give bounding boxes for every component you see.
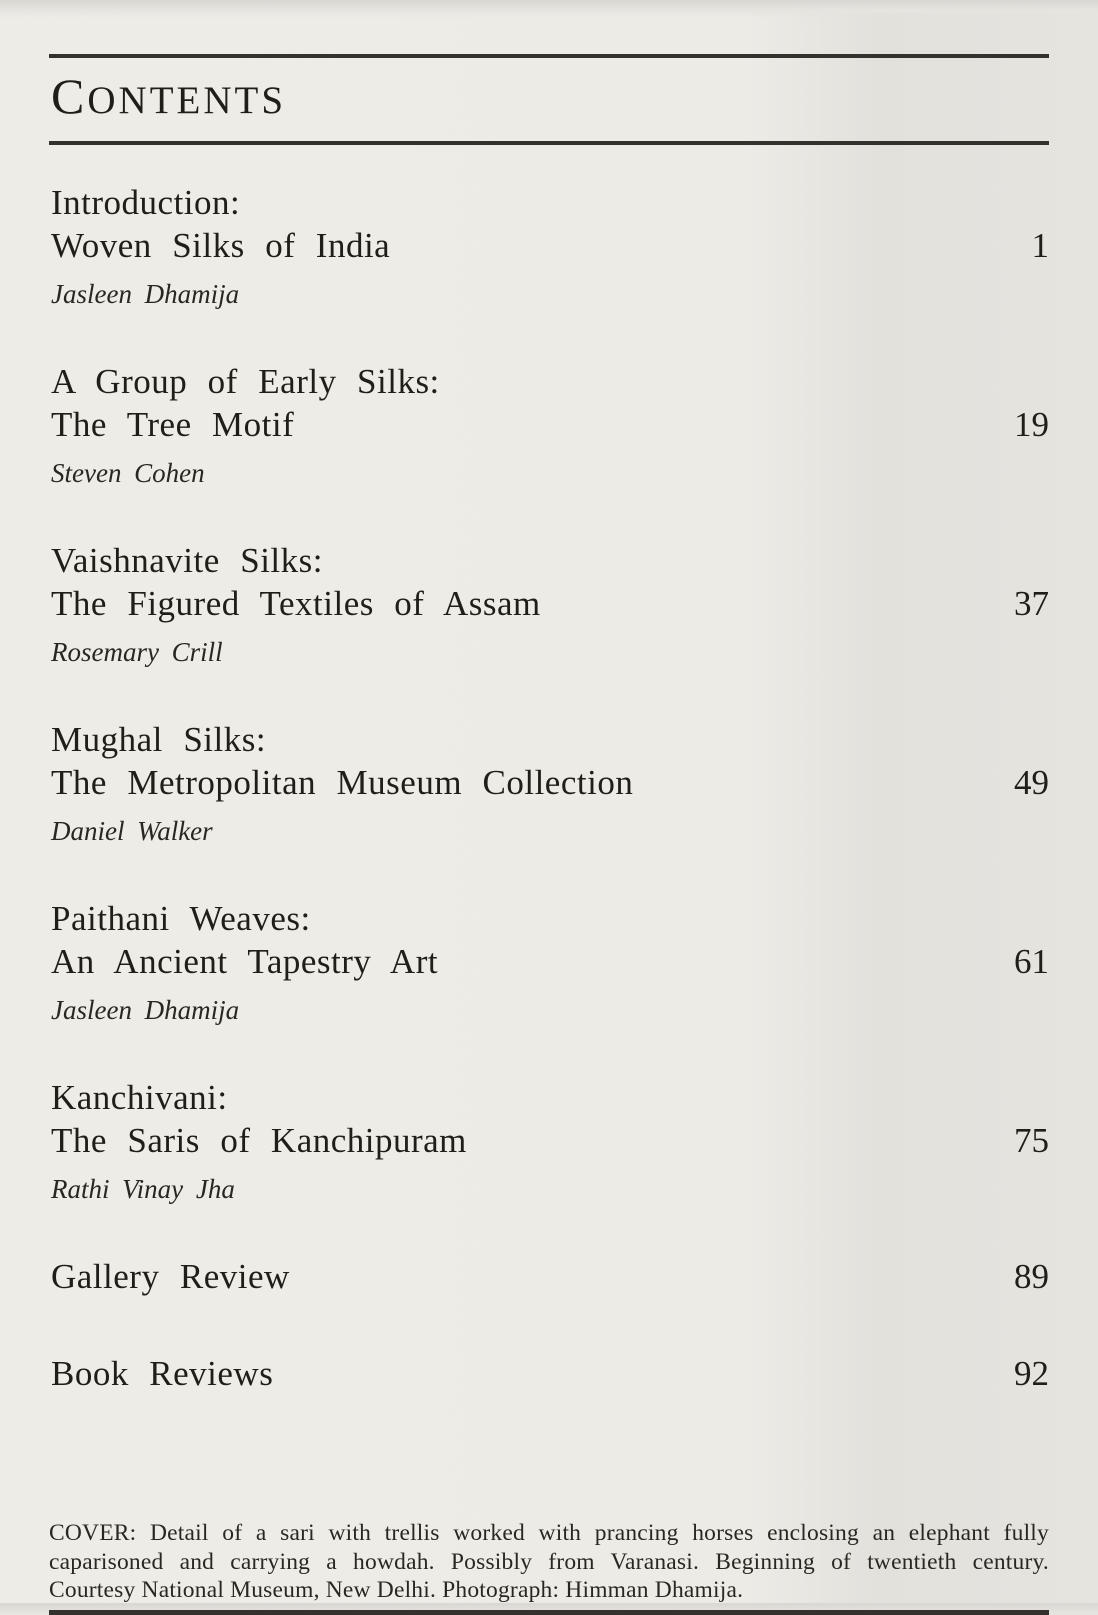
entry-title [51, 718, 891, 804]
entry-author: Steven Cohen [51, 458, 205, 488]
entry-title-line: Woven Silks of India [51, 226, 391, 265]
entry-title-line: Kanchivani: [51, 1078, 228, 1117]
entry-title-line: An Ancient Tapestry Art [51, 942, 439, 981]
entry-page-number: 61 [1014, 942, 1049, 981]
entry-title-line: The Tree Motif [51, 405, 295, 444]
entry-author: Rosemary Crill [51, 637, 223, 667]
entry-title [51, 1352, 891, 1395]
entry-title-line: Vaishnavite Silks: [51, 541, 324, 580]
page-title: CONTENTS [51, 68, 287, 124]
toc-entry-vaishnavite-silks [51, 539, 1049, 669]
entry-title [51, 1255, 891, 1298]
entry-title-line: The Figured Textiles of Assam [51, 584, 541, 623]
heading-rule [49, 141, 1049, 145]
cover-caption-line: caparisoned and carrying a howdah. Possibly from Varanasi. Beginning of twentieth century. [49, 1548, 1049, 1575]
entry-title [51, 897, 891, 983]
entry-title [51, 181, 891, 267]
toc-entries [49, 181, 1049, 1395]
entry-title-line: Book Reviews [51, 1354, 274, 1393]
entry-title-line: Mughal Silks: [51, 720, 267, 759]
entry-title [51, 1076, 891, 1162]
entry-page-number: 1 [1031, 226, 1049, 265]
entry-title-line: A Group of Early Silks: [51, 362, 440, 401]
entry-title-line: Introduction: [51, 183, 241, 222]
entry-author: Jasleen Dhamija [51, 995, 240, 1025]
cover-caption-line: COVER: Detail of a sari with trellis worked with prancing horses enclosing an elephant fully [49, 1520, 1049, 1546]
entry-page-number: 19 [1014, 405, 1049, 444]
toc-entry-early-silks [51, 360, 1049, 490]
entry-author: Rathi Vinay Jha [51, 1174, 235, 1204]
contents-page [49, 0, 1049, 1615]
toc-entry-introduction [51, 181, 1049, 311]
entry-page-number: 49 [1014, 763, 1049, 802]
entry-title [51, 360, 891, 446]
cover-caption-line: Courtesy National Museum, New Delhi. Photograph: Himman Dhamija. [49, 1577, 744, 1603]
entry-title-line: Paithani Weaves: [51, 899, 311, 938]
entry-author: Daniel Walker [51, 816, 213, 846]
toc-entry-gallery-review [51, 1255, 1049, 1298]
toc-entry-mughal-silks [51, 718, 1049, 848]
entry-title-line: The Metropolitan Museum Collection [51, 763, 634, 802]
entry-page-number: 37 [1014, 584, 1049, 623]
toc-entry-book-reviews [51, 1352, 1049, 1395]
bottom-rule [49, 1610, 1049, 1615]
entry-title-line: Gallery Review [51, 1257, 290, 1296]
toc-entry-kanchivani [51, 1076, 1049, 1206]
entry-page-number: 75 [1014, 1121, 1049, 1160]
entry-page-number: 92 [1014, 1354, 1049, 1393]
entry-page-number: 89 [1014, 1257, 1049, 1296]
entry-author: Jasleen Dhamija [51, 279, 240, 309]
toc-entry-paithani-weaves [51, 897, 1049, 1027]
entry-title-line: The Saris of Kanchipuram [51, 1121, 467, 1160]
entry-title [51, 539, 891, 625]
top-rule [49, 54, 1049, 58]
cover-caption [49, 1519, 1049, 1605]
